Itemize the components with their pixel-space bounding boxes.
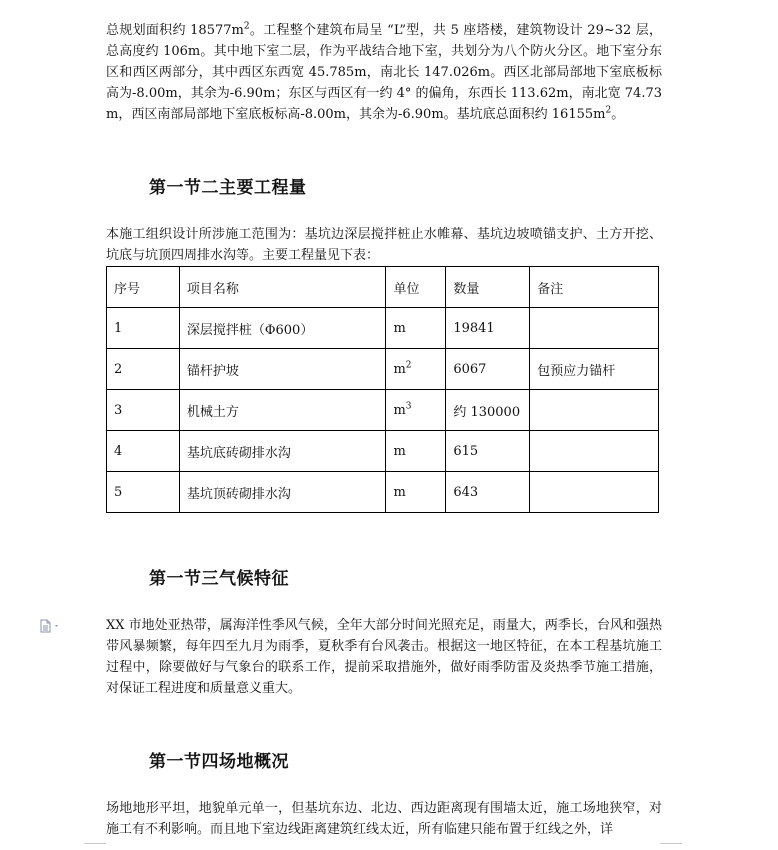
overview-text-3: 。 (611, 107, 625, 122)
document-icon-graphic (40, 619, 64, 633)
scope-paragraph: 本施工组织设计所涉施工范围为：基坑边深层搅拌桩止水帷幕、基坑边坡喷锚支护、土方开挖、坑底与坑顶四周排水沟等。主要工程量见下表： (106, 227, 662, 263)
item-quantity: 19841 (446, 308, 530, 349)
section-heading-quantities: 第一节二主要工程量 (149, 178, 307, 198)
overview-paragraph (106, 20, 662, 125)
item-quantity: 6067 (446, 349, 530, 390)
row-number: 2 (107, 349, 180, 390)
item-name: 基坑底砖砌排水沟 (179, 431, 386, 472)
header-cell: 项目名称 (179, 267, 386, 308)
item-note: 包预应力锚杆 (530, 349, 659, 390)
header-cell: 单位 (386, 267, 446, 308)
item-note (530, 431, 659, 472)
header-cell: 序号 (107, 267, 180, 308)
quantities-table (106, 266, 659, 513)
item-quantity: 约 130000 (446, 390, 530, 431)
table-row (107, 472, 659, 513)
item-unit: m (386, 431, 446, 472)
item-unit: m (386, 472, 446, 513)
section-heading-site: 第一节四场地概况 (149, 752, 289, 772)
climate-paragraph: XX 市地处亚热带，属海洋性季风气候，全年大部分时间光照充足，雨量大，两季长，台风和强热带风暴频繁，每年四至九月为雨季，夏秋季有台风袭击。根据这一地区特征，在本工程基坑施工过程中，除要做好与气象台的联系工作，提前采取措施外，做好雨季防雷及炎热季节施工措施，对保证工程进度和质量意义重大。 (106, 618, 662, 696)
item-quantity: 615 (446, 431, 530, 472)
item-name: 机械土方 (179, 390, 386, 431)
item-unit: $m^2$ (386, 349, 446, 390)
item-note (530, 472, 659, 513)
table-row (107, 431, 659, 472)
overview-text-1: 总规划面积约 18577m (106, 23, 244, 38)
item-name: 深层搅拌桩（Φ600） (179, 308, 386, 349)
item-quantity: 643 (446, 472, 530, 513)
item-name: 锚杆护坡 (179, 349, 386, 390)
header-cell: 备注 (530, 267, 659, 308)
row-number: 5 (107, 472, 180, 513)
item-unit: $m^3$ (386, 390, 446, 431)
row-number: 1 (107, 308, 180, 349)
table-row (107, 349, 659, 390)
superscript: 2 (605, 105, 612, 116)
superscript: 2 (243, 21, 250, 32)
table-header-row (107, 267, 659, 308)
item-unit: m (386, 308, 446, 349)
header-cell: 数量 (446, 267, 530, 308)
document-icon[interactable] (40, 618, 64, 632)
overview-text-2: 。工程整个建筑布局呈 “L”型，共 5 座塔楼，建筑物设计 29~32 层，总高度约 106m。其中地下室二层，作为平战结合地下室，共划分为八个防火分区。地下室分东区和西区两部分，其中西区东西宽 45.785m，南北长 147.026m。西区北部局部地下室底板标高为-8.00m，其余为-6.90m；东区与西区有一约 4° 的偏角，东西长 113.62m，南北宽 74.73m，西区南部局部地下室底板标高-8.00m，其余为-6.90m。基坑底总面积约 16155m (106, 23, 662, 122)
site-paragraph: 场地地形平坦，地貌单元单一，但基坑东边、北边、西边距离现有围墙太近，施工场地狭窄，对施工有不利影响。而且地下室边线距离建筑红线太近，所有临建只能布置于红线之外，详 (106, 801, 662, 837)
section-heading-climate: 第一节三气候特征 (149, 569, 289, 589)
item-note (530, 390, 659, 431)
row-number: 3 (107, 390, 180, 431)
item-note (530, 308, 659, 349)
table-row (107, 308, 659, 349)
item-name: 基坑顶砖砌排水沟 (179, 472, 386, 513)
table-row (107, 390, 659, 431)
row-number: 4 (107, 431, 180, 472)
